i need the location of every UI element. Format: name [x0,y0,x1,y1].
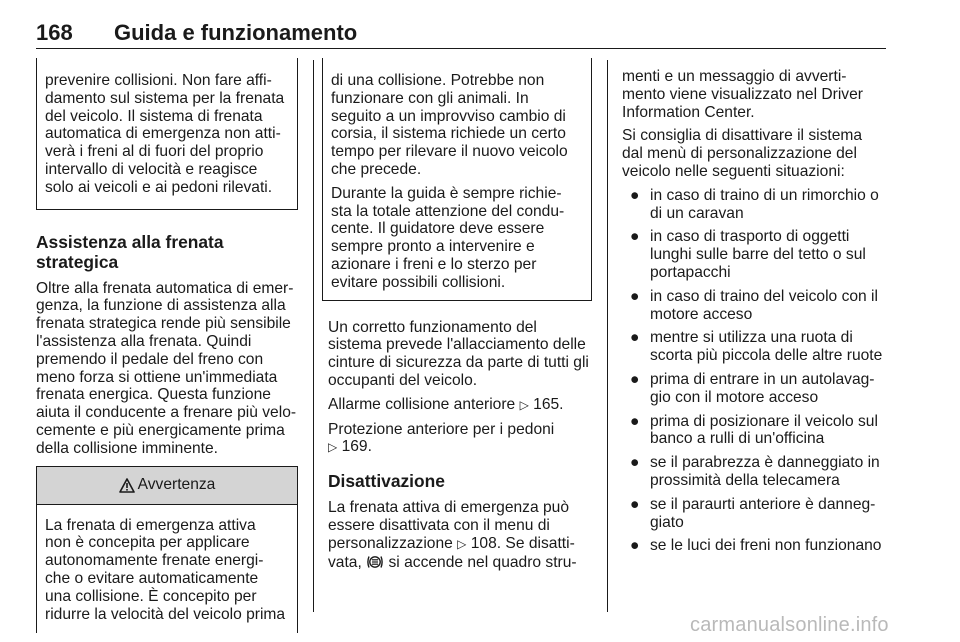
bullet-icon: ● [630,287,640,305]
column-2 [328,58,592,577]
warning-box [36,466,298,634]
list-item: ● in caso di traino di un rimorchio o di un caravan [630,186,879,222]
warning-body [37,505,297,624]
page-ref-arrow-icon: ▷ [457,536,467,551]
warning-continuation-para-1: di una collisione. Potrebbe non funzionare con gli animali. In seguito a un improvviso cambio di corsia, il sistema richiede un certo tempo per rilevare il nuovo veicolo che precede. [331,72,568,178]
section-heading-strategic-brake-assist: Assistenza alla frenata strategica [36,231,224,272]
bullet-icon: ● [630,412,640,430]
list-item: ● mentre si utilizza una ruota di scorta più piccola delle altre ruote [630,329,883,365]
brake-system-warning-icon [366,554,384,570]
warning-box-continuation-2 [322,58,592,301]
section-heading-deactivation: Disattivazione [328,471,445,492]
warning-box-continuation [36,58,298,210]
deactivation-paragraph: La frenata attiva di emergenza può essere disattivata con il menu di personalizzazione ▷ 108. Se disatti- vata, si accende nel quadro stru- [328,499,577,571]
section-title: Guida e funzionamento [114,20,358,45]
bullet-icon: ● [630,329,640,347]
bullet-icon: ● [630,228,640,246]
header-rule [36,48,886,49]
list-item: ● se il parabrezza è danneggiato in prossimità della telecamera [630,454,880,489]
bullet-icon: ● [630,186,640,204]
warning-continuation-text: prevenire collisioni. Non fare affi- damento sul sistema per la frenata del veicolo. Il sistema di frenata automatica di emergenza non atti- verà i freni al di fuori del proprio intervallo di velocità e reagisce solo ai veicoli e ai pedoni rilevati. [45,72,285,196]
list-item: ● se le luci dei freni non funzionano [630,537,882,555]
warning-text: La frenata di emergenza attiva non è concepita per applicare autonomamente frenate energi- che o evitare automaticamente una collisione. È concepito per ridurre la velocità del veicolo prima [45,516,286,623]
warning-continuation-para-2: Durante la guida è sempre richie- sta la totale attenzione del condu- cente. Il guidatore deve essere sempre pronto a intervenire e azionare i freni e lo sterzo per evitare possibili collisioni. [331,184,565,291]
list-item: ● prima di posizionare il veicolo sul banco a rulli di un'officina [630,412,878,448]
bullet-icon: ● [630,495,640,513]
column-separator-1 [313,60,314,612]
cross-reference-pedestrian-protection: Protezione anteriore per i pedoni ▷ 169. [328,420,555,456]
seatbelt-paragraph: Un corretto funzionamento del sistema prevede l'allacciamento delle cinture di sicurezza da parte di tutti gli occupanti del veicolo. [328,318,589,389]
bullet-icon: ● [630,537,640,555]
page-number: 168 [36,20,73,45]
warning-header [37,467,297,505]
warning-triangle-icon [119,478,135,493]
page-header [36,16,886,50]
situations-list [622,187,888,555]
column-separator-2 [607,60,608,612]
strategic-brake-assist-paragraph: Oltre alla frenata automatica di emer- genza, la funzione di assistenza alla frenata strategica rende più sensibile l'assistenza alla frenata. Quindi premendo il pedale del freno con meno forza si ottiene un'immediata frenata energica. Questa funzione aiuta il conducente a frenare più velo- cemente e più energicamente prima della collisione imminente. [36,279,297,457]
watermark: carmanualsonline.info [690,614,889,636]
cross-reference-collision-alert: Allarme collisione anteriore ▷ 165. [328,395,564,413]
bullet-icon: ● [630,454,640,472]
page-ref-arrow-icon: ▷ [519,397,529,412]
list-item: ● in caso di traino del veicolo con il motore acceso [630,287,878,323]
deactivation-advice: Si consiglia di disattivare il sistema dal menù di personalizzazione del veicolo nelle seguenti situazioni: [622,127,863,180]
column-3 [622,58,888,561]
list-item: ● se il paraurti anteriore è danneg- giato [630,495,876,531]
page-ref-arrow-icon: ▷ [328,440,338,455]
column-1 [36,58,298,633]
list-item: ● prima di entrare in un autolavag- gio con il motore acceso [630,370,875,406]
list-item: ● in caso di trasporto di oggetti lunghi sulle barre del tetto o sul portapacchi [630,228,866,281]
bullet-icon: ● [630,370,640,388]
deactivation-continuation: menti e un messaggio di avverti- mento viene visualizzato nel Driver Information Center. [622,68,863,121]
warning-title: Avvertenza [137,476,216,494]
